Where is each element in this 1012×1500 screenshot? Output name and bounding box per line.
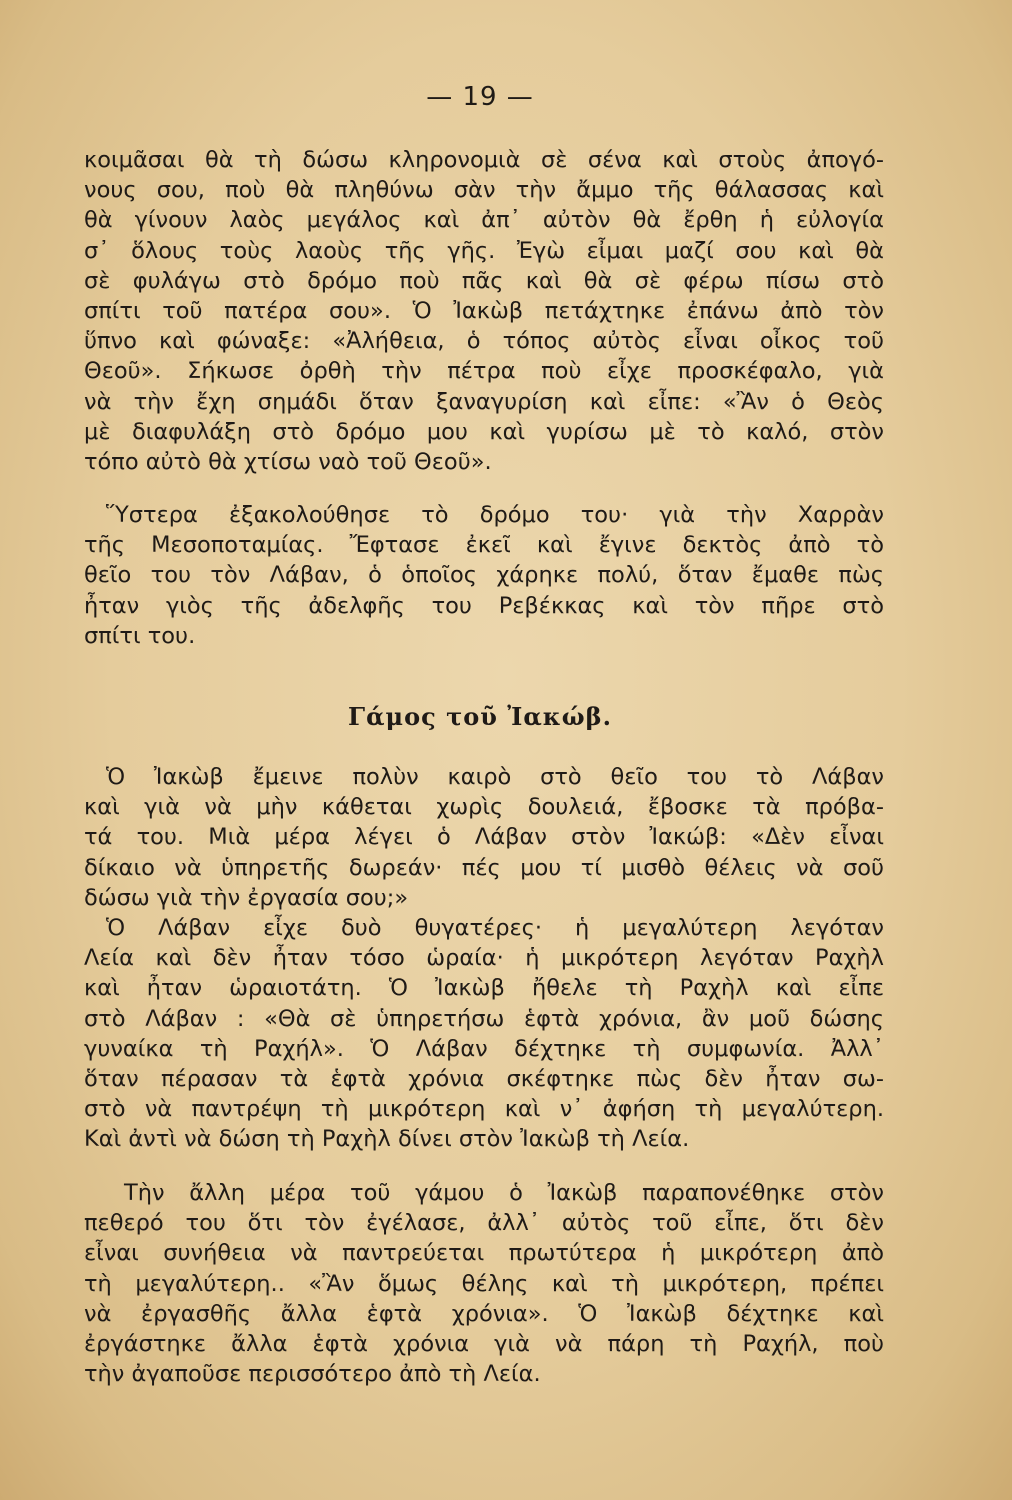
text-line: στὸ νὰ παντρέψη τὴ μικρότερη καὶ ν᾽ ἀφήση τὴ μεγαλύτερη. xyxy=(84,1096,884,1123)
text-line: δώσω γιὰ τὴν ἐργασία σου;» xyxy=(84,884,409,911)
page-number: — 19 — xyxy=(426,82,534,112)
text-line: καὶ γιὰ νὰ μὴν κάθεται χωρὶς δουλειά, ἔβοσκε τὰ πρόβα- xyxy=(84,794,884,821)
paragraph-1 xyxy=(84,145,884,477)
text-line: μὲ διαφυλάξη στὸ δρόμο μου καὶ γυρίσω μὲ τὸ καλό, στὸν xyxy=(84,418,884,445)
text-line: σπίτι τοῦ πατέρα σου». Ὁ Ἰακὼβ πετάχτηκε ἐπάνω ἀπὸ τὸν xyxy=(84,297,884,324)
text-line: Τὴν ἄλλη μέρα τοῦ γάμου ὁ Ἰακὼβ παραπονέθηκε στὸν xyxy=(124,1180,884,1206)
text-line: τὴ μεγαλύτερη.. «Ἂν ὅμως θέλης καὶ τὴ μικρότερη, πρέπει xyxy=(84,1270,884,1297)
text-line: τὴν ἀγαποῦσε περισσότερο ἀπὸ τὴ Λεία. xyxy=(84,1361,541,1388)
text-line: Ὁ Ἰακὼβ ἔμεινε πολὺν καιρὸ στὸ θεῖο του τὸ Λάβαν xyxy=(106,764,884,790)
paragraph-2 xyxy=(84,500,884,651)
section-heading: Γάμος τοῦ Ἰακώβ. xyxy=(348,702,612,731)
text-line: νὰ ἐργασθῆς ἄλλα ἑφτὰ χρόνια». Ὁ Ἰακὼβ δέχτηκε καὶ xyxy=(84,1300,884,1327)
text-line: θεῖο του τὸν Λάβαν, ὁ ὁποῖος χάρηκε πολύ, ὅταν ἔμαθε πὼς xyxy=(84,562,884,589)
text-line: στὸ Λάβαν : «Θὰ σὲ ὑπηρετήσω ἑφτὰ χρόνια, ἂν μοῦ δώσης xyxy=(84,1005,884,1032)
text-line: Λεία καὶ δὲν ἦταν τόσο ὡραία· ἡ μικρότερη λεγόταν Ραχὴλ xyxy=(84,945,884,972)
text-line: τά του. Μιὰ μέρα λέγει ὁ Λάβαν στὸν Ἰακώβ: «Δὲν εἶναι xyxy=(84,824,884,851)
text-line: τῆς Μεσοποταμίας. Ἔφτασε ἐκεῖ καὶ ἔγινε δεκτὸς ἀπὸ τὸ xyxy=(84,532,884,559)
text-line: καὶ ἦταν ὡραιοτάτη. Ὁ Ἰακὼβ ἤθελε τὴ Ραχὴλ καὶ εἶπε xyxy=(84,975,884,1002)
text-line: Καὶ ἀντὶ νὰ δώση τὴ Ραχὴλ δίνει στὸν Ἰακὼβ τὴ Λεία. xyxy=(84,1126,690,1153)
text-line: Ὕστερα ἐξακολούθησε τὸ δρόμο του· γιὰ τὴν Χαρρὰν xyxy=(106,502,884,528)
text-line: εἶναι συνήθεια νὰ παντρεύεται πρωτύτερα ἡ μικρότερη ἀπὸ xyxy=(84,1240,884,1267)
paragraph-5 xyxy=(84,1178,884,1389)
text-line: νους σου, ποὺ θὰ πληθύνω σὰν τὴν ἄμμο τῆς θάλασσας καὶ xyxy=(84,177,884,204)
text-line: σ᾽ ὅλους τοὺς λαοὺς τῆς γῆς. Ἐγὼ εἶμαι μαζί σου καὶ θὰ xyxy=(84,237,884,264)
text-line: γυναίκα τὴ Ραχήλ». Ὁ Λάβαν δέχτηκε τὴ συμφωνία. Ἀλλ᾽ xyxy=(84,1035,884,1062)
text-line: Θεοῦ». Σήκωσε ὀρθὴ τὴν πέτρα ποὺ εἶχε προσκέφαλο, γιὰ xyxy=(84,358,884,385)
paragraph-3 xyxy=(84,762,884,913)
text-line: κοιμᾶσαι θὰ τὴ δώσω κληρονομιὰ σὲ σένα καὶ στοὺς ἀπογό- xyxy=(84,147,884,173)
text-line: ἦταν γιὸς τῆς ἀδελφῆς του Ρεβέκκας καὶ τὸν πῆρε στὸ xyxy=(84,592,884,619)
paragraph-4 xyxy=(84,913,884,1155)
text-line: ὅταν πέρασαν τὰ ἑφτὰ χρόνια σκέφτηκε πὼς δὲν ἦταν σω- xyxy=(84,1065,884,1092)
text-line: ἐργάστηκε ἄλλα ἑφτὰ χρόνια γιὰ νὰ πάρη τὴ Ραχήλ, ποὺ xyxy=(84,1330,884,1357)
text-line: δίκαιο νὰ ὑπηρετῆς δωρεάν· πές μου τί μισθὸ θέλεις νὰ σοῦ xyxy=(84,854,884,881)
text-line: σπίτι του. xyxy=(84,622,196,649)
text-line: θὰ γίνουν λαὸς μεγάλος καὶ ἀπ᾽ αὐτὸν θὰ ἔρθη ἡ εὐλογία xyxy=(84,207,884,234)
text-line: σὲ φυλάγω στὸ δρόμο ποὺ πᾶς καὶ θὰ σὲ φέρω πίσω στὸ xyxy=(84,267,884,294)
text-line: νὰ τὴν ἔχη σημάδι ὅταν ξαναγυρίση καὶ εἶπε: «Ἂν ὁ Θεὸς xyxy=(84,388,884,415)
text-line: ὕπνο καὶ φώναξε: «Ἀλήθεια, ὁ τόπος αὐτὸς εἶναι οἶκος τοῦ xyxy=(84,328,884,355)
text-line: πεθερό του ὅτι τὸν ἐγέλασε, ἀλλ᾽ αὐτὸς τοῦ εἶπε, ὅτι δὲν xyxy=(84,1210,884,1237)
text-line: Ὁ Λάβαν εἶχε δυὸ θυγατέρες· ἡ μεγαλύτερη λεγόταν xyxy=(106,915,884,941)
text-line: τόπο αὐτὸ θὰ χτίσω ναὸ τοῦ Θεοῦ». xyxy=(84,448,492,475)
